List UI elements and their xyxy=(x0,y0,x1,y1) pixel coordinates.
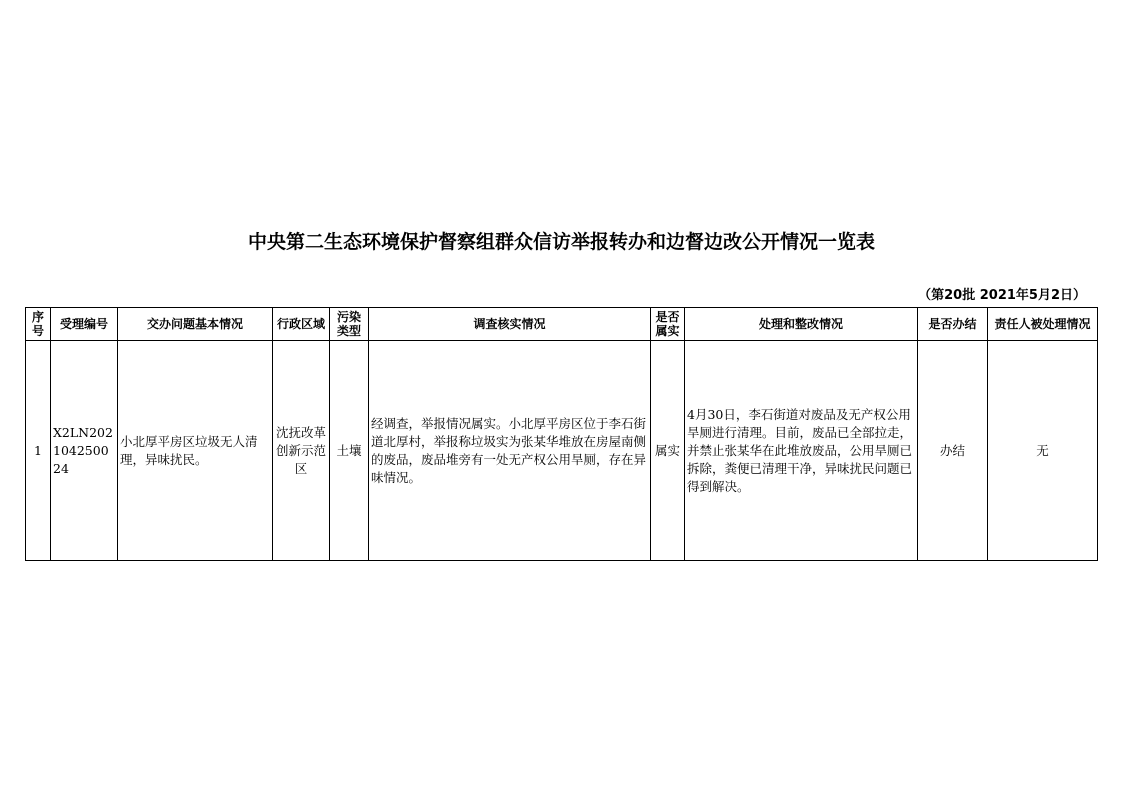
cell-index: 1 xyxy=(26,341,51,561)
header-pollution-type: 污染类型 xyxy=(330,308,369,341)
cell-is-true: 属实 xyxy=(651,341,685,561)
header-district: 行政区域 xyxy=(273,308,330,341)
cell-case-id: X2LN202104250024 xyxy=(51,341,118,561)
cell-pollution-type: 土壤 xyxy=(330,341,369,561)
header-index: 序号 xyxy=(26,308,51,341)
cell-issue: 小北厚平房区垃圾无人清理，异味扰民。 xyxy=(118,341,273,561)
table-row xyxy=(26,341,1098,561)
header-accountability: 责任人被处理情况 xyxy=(988,308,1098,341)
cell-district: 沈抚改革创新示范区 xyxy=(273,341,330,561)
cell-handling: 4月30日，李石街道对废品及无产权公用旱厕进行清理。目前，废品已全部拉走，并禁止张某华在此堆放废品，公用旱厕已拆除，粪便已清理干净，异味扰民问题已得到解决。 xyxy=(685,341,918,561)
header-case-id: 受理编号 xyxy=(51,308,118,341)
header-handling: 处理和整改情况 xyxy=(685,308,918,341)
cell-investigation: 经调查，举报情况属实。小北厚平房区位于李石街道北厚村，举报称垃圾实为张某华堆放在房屋南侧的废品，废品堆旁有一处无产权公用旱厕，存在异味情况。 xyxy=(369,341,651,561)
header-is-closed: 是否办结 xyxy=(918,308,988,341)
header-investigation: 调查核实情况 xyxy=(369,308,651,341)
cell-accountability: 无 xyxy=(988,341,1098,561)
header-is-true: 是否属实 xyxy=(651,308,685,341)
cell-is-closed: 办结 xyxy=(918,341,988,561)
table-header-row xyxy=(26,308,1098,341)
document-title: 中央第二生态环境保护督察组群众信访举报转办和边督边改公开情况一览表 xyxy=(247,231,875,253)
header-issue: 交办问题基本情况 xyxy=(118,308,273,341)
report-table xyxy=(25,307,1098,561)
batch-date-label: （第20批 2021年5月2日） xyxy=(918,288,1086,303)
